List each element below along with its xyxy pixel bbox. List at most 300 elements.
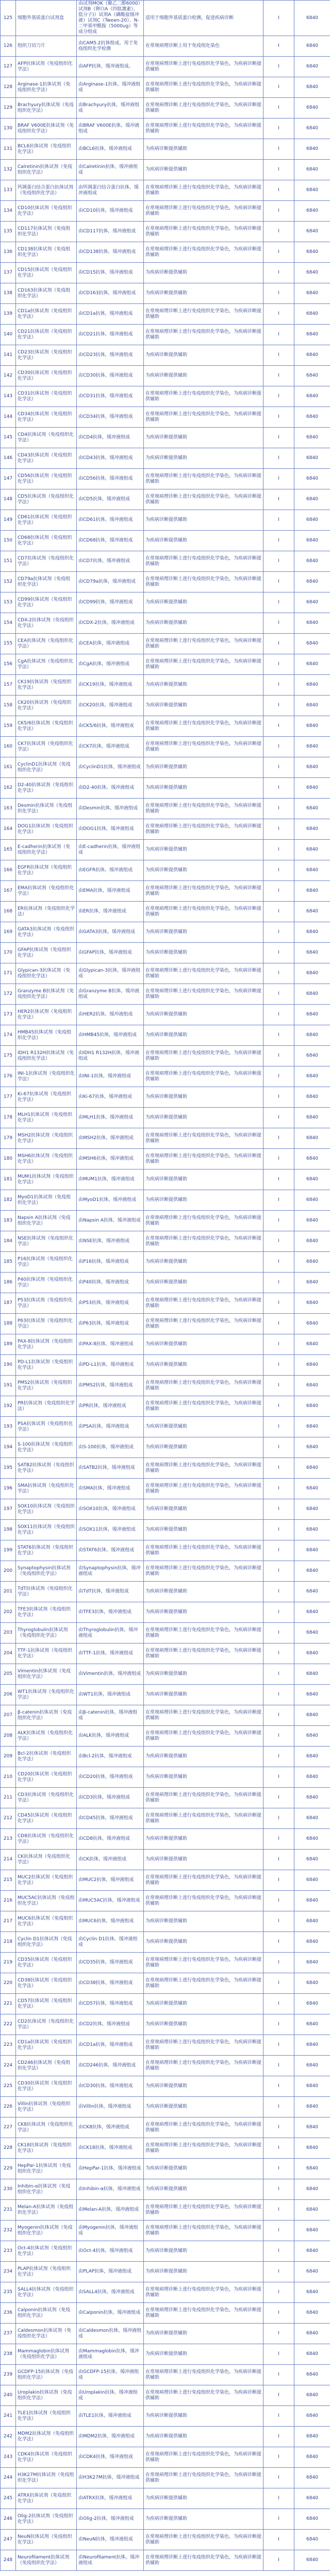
row-number-cell: 137 — [1, 263, 16, 283]
product-composition-cell: 由CK5/6抗体，缓冲液组成 — [77, 716, 144, 737]
intended-use-cell: 为疾病诊断提供辅助 — [144, 592, 263, 613]
classification-code-cell: 6840 — [294, 799, 330, 819]
product-composition-cell: 由INI-1抗体，缓冲液组成 — [77, 1066, 144, 1087]
classification-code-cell: 6840 — [294, 1767, 330, 1788]
product-name-cell: STAT6抗体试剂（免疫组织化学法） — [16, 1540, 77, 1561]
intended-use-cell: 在常规病理诊断上进行免疫组织化学染色，为疾病诊断提供辅助 — [144, 902, 263, 922]
management-category-cell: Ⅰ — [263, 2241, 294, 2262]
row-number-cell: 227 — [1, 2117, 16, 2138]
product-composition-cell: 由CK20抗体，缓冲液组成 — [77, 696, 144, 716]
management-category-cell: Ⅰ — [263, 2509, 294, 2530]
classification-code-cell: 6840 — [294, 118, 330, 139]
table-row — [1, 1170, 330, 1190]
table-row — [1, 716, 330, 737]
management-category-cell: Ⅰ — [263, 2014, 294, 2035]
product-composition-cell: 由CK18抗体，缓冲液组成 — [77, 2138, 144, 2159]
row-number-cell: 149 — [1, 510, 16, 531]
management-category-cell: Ⅰ — [263, 2324, 294, 2344]
management-category-cell: Ⅰ — [263, 2447, 294, 2468]
product-composition-cell: 由Synaptophysin抗体，缓冲液组成 — [77, 1561, 144, 1582]
row-number-cell: 203 — [1, 1623, 16, 1643]
management-category-cell: Ⅰ — [263, 840, 294, 860]
classification-code-cell: 6840 — [294, 1685, 330, 1705]
management-category-cell: Ⅰ — [263, 222, 294, 242]
product-composition-cell: 由CD35抗体，缓冲液组成 — [77, 1953, 144, 1973]
classification-code-cell: 6840 — [294, 1190, 330, 1211]
table-row — [1, 1953, 330, 1973]
product-composition-cell: 由Brachyury抗体，缓冲液组成 — [77, 98, 144, 118]
product-composition-cell: 由CD68抗体，缓冲液组成 — [77, 531, 144, 551]
intended-use-cell: 为疾病诊断提供辅助 — [144, 1170, 263, 1190]
table-row — [1, 1479, 330, 1499]
row-number-cell: 195 — [1, 1458, 16, 1479]
intended-use-cell: 为疾病诊断提供辅助 — [144, 2509, 263, 2530]
product-composition-cell: 由CD21抗体，缓冲液组成 — [77, 325, 144, 345]
product-composition-cell: 由CD99抗体，缓冲液组成 — [77, 592, 144, 613]
product-name-cell: CD30抗体试剂（免疫组织化学法） — [16, 2076, 77, 2097]
row-number-cell: 225 — [1, 2076, 16, 2097]
table-row — [1, 654, 330, 675]
table-row — [1, 572, 330, 592]
table-row — [1, 1664, 330, 1685]
product-name-cell: NSE抗体试剂（免疫组织化学法） — [16, 1231, 77, 1252]
management-category-cell: Ⅰ — [263, 2365, 294, 2385]
product-name-cell: CD23抗体试剂（免疫组织化学法） — [16, 345, 77, 366]
product-name-cell: Granzyme B抗体试剂（免疫组织化学法） — [16, 984, 77, 1005]
row-number-cell: 134 — [1, 201, 16, 222]
table-row — [1, 634, 330, 654]
row-number-cell: 206 — [1, 1685, 16, 1705]
intended-use-cell: 为疾病诊断提供辅助 — [144, 2159, 263, 2179]
table-row — [1, 2221, 330, 2241]
classification-code-cell: 6840 — [294, 902, 330, 922]
intended-use-cell: 为疾病诊断提供辅助 — [144, 263, 263, 283]
management-category-cell: Ⅰ — [263, 819, 294, 840]
product-composition-cell: 由P63抗体，缓冲液组成 — [77, 1314, 144, 1334]
classification-code-cell: 6840 — [294, 1953, 330, 1973]
table-row — [1, 675, 330, 696]
classification-code-cell: 6840 — [294, 531, 330, 551]
management-category-cell: Ⅰ — [263, 1561, 294, 1582]
product-composition-cell: 由CD7抗体，缓冲液组成 — [77, 551, 144, 572]
table-row — [1, 139, 330, 160]
classification-code-cell: 6840 — [294, 222, 330, 242]
classification-code-cell: 6840 — [294, 242, 330, 263]
classification-code-cell: 6840 — [294, 2550, 330, 2571]
product-composition-cell: 由MUC2抗体，缓冲液组成 — [77, 1870, 144, 1891]
row-number-cell: 142 — [1, 366, 16, 386]
intended-use-cell: 在常规病理诊断上进行免疫组织化学染色，为疾病诊断提供辅助 — [144, 1128, 263, 1149]
table-row — [1, 902, 330, 922]
product-composition-cell: 由DOG1抗体，缓冲液组成 — [77, 819, 144, 840]
management-category-cell: Ⅰ — [263, 943, 294, 963]
product-name-cell: CyclinD1抗体试剂（免疫组织化学法） — [16, 757, 77, 778]
intended-use-cell: 为疾病诊断提供辅助 — [144, 160, 263, 180]
product-name-cell: CK5/6抗体试剂（免疫组织化学法） — [16, 716, 77, 737]
table-row — [1, 2344, 330, 2365]
classification-code-cell: 6840 — [294, 469, 330, 489]
product-name-cell: CD138抗体试剂（免疫组织化学法） — [16, 242, 77, 263]
row-number-cell: 220 — [1, 1973, 16, 1994]
product-name-cell: PLAP抗体试剂（免疫组织化学法） — [16, 2262, 77, 2282]
product-name-cell: SOX11抗体试剂（免疫组织化学法） — [16, 1520, 77, 1540]
product-name-cell: HER2抗体试剂（免疫组织化学法） — [16, 1005, 77, 1025]
classification-code-cell: 6840 — [294, 2159, 330, 2179]
product-name-cell: Neurofilament抗体试剂（免疫组织化学法） — [16, 2550, 77, 2571]
classification-code-cell: 6840 — [294, 304, 330, 325]
management-category-cell: Ⅰ — [263, 345, 294, 366]
intended-use-cell: 在常规病理诊断上进行免疫组织化学染色，为疾病诊断提供辅助 — [144, 572, 263, 592]
management-category-cell: Ⅰ — [263, 160, 294, 180]
intended-use-cell: 为疾病诊断提供辅助 — [144, 2179, 263, 2200]
row-number-cell: 234 — [1, 2262, 16, 2282]
row-number-cell: 151 — [1, 551, 16, 572]
intended-use-cell: 在常规病理诊断上进行免疫组织化学染色，为疾病诊断提供辅助 — [144, 1479, 263, 1499]
management-category-cell: Ⅰ — [263, 1149, 294, 1170]
intended-use-cell: 在常规病理诊断上进行免疫组织化学染色，为疾病诊断提供辅助 — [144, 2056, 263, 2076]
product-name-cell: MSH2抗体试剂（免疫组织化学法） — [16, 1128, 77, 1149]
management-category-cell: Ⅰ — [263, 1376, 294, 1396]
management-category-cell: Ⅰ — [263, 2427, 294, 2447]
management-category-cell: Ⅰ — [263, 2138, 294, 2159]
management-category-cell: Ⅰ — [263, 860, 294, 881]
product-name-cell: CD20抗体试剂（免疫组织化学法） — [16, 1767, 77, 1788]
row-number-cell: 132 — [1, 160, 16, 180]
row-number-cell: 194 — [1, 1437, 16, 1458]
row-number-cell: 224 — [1, 2056, 16, 2076]
row-number-cell: 143 — [1, 386, 16, 407]
table-row — [1, 2179, 330, 2200]
intended-use-cell: 为疾病诊断提供辅助 — [144, 1252, 263, 1273]
product-composition-cell: 由PR抗体，缓冲液组成 — [77, 1396, 144, 1417]
table-row — [1, 263, 330, 283]
product-name-cell: NeuN抗体试剂（免疫组织化学法） — [16, 2530, 77, 2550]
row-number-cell: 218 — [1, 1932, 16, 1953]
management-category-cell: Ⅰ — [263, 902, 294, 922]
row-number-cell: 189 — [1, 1334, 16, 1355]
classification-code-cell: 6840 — [294, 1870, 330, 1891]
product-composition-cell: 由CD57抗体，缓冲液组成 — [77, 1994, 144, 2014]
classification-code-cell: 6840 — [294, 325, 330, 345]
management-category-cell: Ⅰ — [263, 1850, 294, 1870]
product-composition-cell: 由AFP抗体，缓冲液组成。 — [77, 57, 144, 77]
row-number-cell: 158 — [1, 696, 16, 716]
management-category-cell: Ⅰ — [263, 1355, 294, 1376]
table-row — [1, 881, 330, 902]
classification-code-cell: 6840 — [294, 1108, 330, 1128]
product-name-cell: H3K27M抗体试剂（免疫组织化学法） — [16, 2468, 77, 2488]
row-number-cell: 164 — [1, 819, 16, 840]
intended-use-cell: 在常规病理诊断上进行免疫组织化学染色，为疾病诊断提供辅助 — [144, 1066, 263, 1087]
row-number-cell: 215 — [1, 1870, 16, 1891]
classification-code-cell: 6840 — [294, 1891, 330, 1911]
intended-use-cell: 在常规病理诊断上进行免疫组织化学染色，为疾病诊断提供辅助 — [144, 98, 263, 118]
intended-use-cell: 在常规病理诊断上进行免疫组织化学染色，为疾病诊断提供辅助 — [144, 1231, 263, 1252]
classification-code-cell: 6840 — [294, 2427, 330, 2447]
product-composition-cell: 由CDX-2抗体，缓冲液组成 — [77, 613, 144, 634]
intended-use-cell: 在常规病理诊断上进行免疫组织化学染色，为疾病诊断提供辅助 — [144, 2117, 263, 2138]
table-row — [1, 469, 330, 489]
product-name-cell: CK7抗体试剂（免疫组织化学法） — [16, 737, 77, 757]
management-category-cell: Ⅰ — [263, 1005, 294, 1025]
product-composition-cell: 由Melan-A抗体，缓冲液组成 — [77, 2200, 144, 2221]
product-name-cell: SALL4抗体试剂（免疫组织化学法） — [16, 2282, 77, 2303]
classification-code-cell: 6840 — [294, 366, 330, 386]
intended-use-cell: 为疾病诊断提供辅助 — [144, 1108, 263, 1128]
classification-code-cell: 6840 — [294, 716, 330, 737]
management-category-cell: Ⅰ — [263, 57, 294, 77]
row-number-cell: 216 — [1, 1891, 16, 1911]
row-number-cell: 154 — [1, 613, 16, 634]
product-composition-cell: 由Vimentin抗体，缓冲液组成 — [77, 1664, 144, 1685]
intended-use-cell: 在常规病理诊断上进行免疫组织化学染色，为疾病诊断提供辅助 — [144, 2303, 263, 2324]
product-composition-cell: 由SATB2抗体，缓冲液组成 — [77, 1458, 144, 1479]
product-composition-cell: 由MUC6抗体，缓冲液组成 — [77, 1911, 144, 1932]
table-row — [1, 242, 330, 263]
product-composition-cell: 由TFE3抗体，缓冲液组成 — [77, 1602, 144, 1623]
product-composition-cell: 由CD8抗体，缓冲液组成 — [77, 1829, 144, 1850]
management-category-cell: Ⅰ — [263, 1128, 294, 1149]
product-composition-cell: 由Napsin A抗体，缓冲液组成 — [77, 1211, 144, 1231]
table-row — [1, 1726, 330, 1747]
product-name-cell: CK抗体试剂（免疫组织化学法） — [16, 1850, 77, 1870]
product-name-cell: AFP抗体试剂（免疫组织化学法） — [16, 57, 77, 77]
intended-use-cell: 在常规病理诊断上进行免疫组织化学染色，为疾病诊断提供辅助 — [144, 963, 263, 984]
table-row — [1, 1190, 330, 1211]
product-composition-cell: 由Thyroglobulin抗体，缓冲液组成 — [77, 1623, 144, 1643]
product-name-cell: Myogenin抗体试剂（免疫组织化学法） — [16, 2221, 77, 2241]
intended-use-cell: 在常规病理诊断上进行免疫组织化学染色，为疾病诊断提供辅助 — [144, 2365, 263, 2385]
classification-code-cell: 6840 — [294, 180, 330, 201]
classification-code-cell: 6840 — [294, 98, 330, 118]
product-name-cell: MUM1抗体试剂（免疫组织化学法） — [16, 1170, 77, 1190]
classification-code-cell: 6840 — [294, 1273, 330, 1293]
product-name-cell: S-100抗体试剂（免疫组织化学法） — [16, 1437, 77, 1458]
product-name-cell: CD4抗体试剂（免疫组织化学法） — [16, 428, 77, 448]
product-composition-cell: 由MLH1抗体，缓冲液组成 — [77, 1108, 144, 1128]
product-composition-cell: 由HER2抗体，缓冲液组成 — [77, 1005, 144, 1025]
product-composition-cell: 由CDK4抗体，缓冲液组成 — [77, 2447, 144, 2468]
product-composition-cell: 由Cyclin D1抗体，缓冲液组成 — [77, 1932, 144, 1953]
classification-code-cell: 6840 — [294, 1788, 330, 1808]
product-name-cell: CDK4抗体试剂（免疫组织化学法） — [16, 2447, 77, 2468]
intended-use-cell: 为疾病诊断提供辅助 — [144, 531, 263, 551]
row-number-cell: 136 — [1, 242, 16, 263]
intended-use-cell: 为疾病诊断提供辅助 — [144, 2014, 263, 2035]
product-name-cell: Synaptophysin抗体试剂（免疫组织化学法） — [16, 1561, 77, 1582]
classification-code-cell: 6840 — [294, 139, 330, 160]
table-row — [1, 1932, 330, 1953]
product-composition-cell: 由CD10抗体，缓冲液组成 — [77, 201, 144, 222]
management-category-cell: Ⅰ — [263, 799, 294, 819]
row-number-cell: 184 — [1, 1231, 16, 1252]
table-row — [1, 304, 330, 325]
classification-code-cell: 6840 — [294, 1994, 330, 2014]
table-row — [1, 2468, 330, 2488]
row-number-cell: 191 — [1, 1376, 16, 1396]
product-composition-cell: 由Bcl-2抗体，缓冲液组成 — [77, 1747, 144, 1767]
intended-use-cell: 为疾病诊断提供辅助 — [144, 1767, 263, 1788]
intended-use-cell: 在常规病理诊断上进行免疫组织化学染色，为疾病诊断提供辅助 — [144, 2550, 263, 2571]
row-number-cell: 236 — [1, 2303, 16, 2324]
row-number-cell: 201 — [1, 1582, 16, 1602]
product-composition-cell: 由D2-40抗体，缓冲液组成 — [77, 778, 144, 799]
product-composition-cell: 由PMS2抗体，缓冲液组成 — [77, 1376, 144, 1396]
intended-use-cell: 为疾病诊断提供辅助 — [144, 1911, 263, 1932]
row-number-cell: 130 — [1, 118, 16, 139]
table-row — [1, 1314, 330, 1334]
row-number-cell: 223 — [1, 2035, 16, 2056]
product-name-cell: EMA抗体试剂（免疫组织化学法） — [16, 881, 77, 902]
classification-code-cell: 6840 — [294, 2447, 330, 2468]
intended-use-cell: 在常规病理诊断上进行免疫组织化学染色，为疾病诊断提供辅助 — [144, 2385, 263, 2406]
table-row — [1, 77, 330, 98]
intended-use-cell: 在常规病理诊断上进行免疫组织化学染色，为疾病诊断提供辅助 — [144, 1211, 263, 1231]
table-row — [1, 1025, 330, 1046]
management-category-cell: Ⅰ — [263, 1437, 294, 1458]
classification-code-cell: 6840 — [294, 2117, 330, 2138]
product-composition-cell: 由CAM5.2抗体组成，用于免疫组织化学检测 — [77, 36, 144, 57]
management-category-cell: Ⅰ — [263, 386, 294, 407]
intended-use-cell: 为疾病诊断提供辅助 — [144, 675, 263, 696]
table-row — [1, 1520, 330, 1540]
product-composition-cell: 由TLE1抗体，缓冲液组成 — [77, 2406, 144, 2427]
table-row — [1, 180, 330, 201]
intended-use-cell: 在常规病理诊断上进行免疫组织化学染色，为疾病诊断提供辅助 — [144, 2447, 263, 2468]
product-name-cell: CD68抗体试剂（免疫组织化学法） — [16, 531, 77, 551]
table-row — [1, 2076, 330, 2097]
classification-code-cell: 6840 — [294, 263, 330, 283]
row-number-cell: 247 — [1, 2530, 16, 2550]
row-number-cell: 217 — [1, 1911, 16, 1932]
row-number-cell: 192 — [1, 1396, 16, 1417]
intended-use-cell: 为疾病诊断提供辅助 — [144, 1334, 263, 1355]
product-composition-cell: 由TdT抗体，缓冲液组成 — [77, 1582, 144, 1602]
intended-use-cell: 为疾病诊断提供辅助 — [144, 1685, 263, 1705]
classification-code-cell: 6840 — [294, 1252, 330, 1273]
classification-code-cell: 6840 — [294, 407, 330, 428]
product-composition-cell: 由WT1抗体，缓冲液组成 — [77, 1685, 144, 1705]
intended-use-cell: 为疾病诊断提供辅助 — [144, 757, 263, 778]
management-category-cell: Ⅰ — [263, 1932, 294, 1953]
classification-code-cell: 6840 — [294, 1808, 330, 1829]
management-category-cell: Ⅰ — [263, 2200, 294, 2221]
management-category-cell: Ⅰ — [263, 1520, 294, 1540]
product-composition-cell: 由CK19抗体，缓冲液组成 — [77, 675, 144, 696]
row-number-cell: 160 — [1, 737, 16, 757]
intended-use-cell: 为疾病诊断提供辅助 — [144, 1190, 263, 1211]
product-name-cell: 钙调蛋白结合蛋白抗体试剂（免疫组织化学法） — [16, 180, 77, 201]
product-name-cell: 组织刀切刀片 — [16, 36, 77, 57]
intended-use-cell: 在常规病理诊断上进行免疫组织化学染色，为疾病诊断提供辅助 — [144, 1314, 263, 1334]
classification-code-cell: 6840 — [294, 345, 330, 366]
product-composition-cell: 由CK7抗体，缓冲液组成 — [77, 737, 144, 757]
management-category-cell: Ⅰ — [263, 263, 294, 283]
product-composition-cell: 由E-cadherin抗体，缓冲液组成 — [77, 840, 144, 860]
product-composition-cell: 由ALK抗体，缓冲液组成 — [77, 1726, 144, 1747]
management-category-cell: Ⅰ — [263, 716, 294, 737]
table-row — [1, 840, 330, 860]
classification-code-cell: 6840 — [294, 2468, 330, 2488]
product-name-cell: CD35抗体试剂（免疫组织化学法） — [16, 1953, 77, 1973]
intended-use-cell: 在常规病理诊断上进行免疫组织化学染色，为疾病诊断提供辅助 — [144, 180, 263, 201]
row-number-cell: 156 — [1, 654, 16, 675]
product-name-cell: CD61抗体试剂（免疫组织化学法） — [16, 510, 77, 531]
product-composition-cell: 由Ki-67抗体，缓冲液组成 — [77, 1087, 144, 1108]
product-name-cell: MyoD1抗体试剂（免疫组织化学法） — [16, 1190, 77, 1211]
product-composition-cell: 由Myogenin抗体，缓冲液组成 — [77, 2221, 144, 2241]
intended-use-cell: 在常规病理诊断上进行免疫组织化学染色，为疾病诊断提供辅助 — [144, 1293, 263, 1314]
product-name-cell: BRAF V600E抗体试剂（免疫组织化学法） — [16, 118, 77, 139]
product-composition-cell: 由Inhibin-α抗体，缓冲液组成 — [77, 2179, 144, 2200]
intended-use-cell: 为疾病诊断提供辅助 — [144, 139, 263, 160]
management-category-cell: Ⅰ — [263, 1788, 294, 1808]
table-row — [1, 1499, 330, 1520]
management-category-cell: Ⅰ — [263, 448, 294, 469]
row-number-cell: 182 — [1, 1190, 16, 1211]
table-row — [1, 2200, 330, 2221]
table-row — [1, 1005, 330, 1025]
product-composition-cell: 由β-catenin抗体，缓冲液组成 — [77, 1705, 144, 1726]
management-category-cell: Ⅰ — [263, 2385, 294, 2406]
product-name-cell: Arginase-1抗体试剂（免疫组织化学法） — [16, 77, 77, 98]
product-name-cell: CD8抗体试剂（免疫组织化学法） — [16, 1829, 77, 1850]
product-name-cell: CK18抗体试剂（免疫组织化学法） — [16, 2138, 77, 2159]
product-composition-cell: 由CD79a抗体，缓冲液组成 — [77, 572, 144, 592]
product-name-cell: CD21抗体试剂（免疫组织化学法） — [16, 325, 77, 345]
product-composition-cell: 由Calponin抗体，缓冲液组成 — [77, 2303, 144, 2324]
row-number-cell: 228 — [1, 2138, 16, 2159]
intended-use-cell: 为疾病诊断提供辅助 — [144, 448, 263, 469]
row-number-cell: 140 — [1, 325, 16, 345]
management-category-cell: Ⅰ — [263, 1314, 294, 1334]
product-composition-cell: 由GATA3抗体，缓冲液组成 — [77, 922, 144, 943]
row-number-cell: 241 — [1, 2406, 16, 2427]
row-number-cell: 129 — [1, 98, 16, 118]
product-name-cell: Cyclin D1抗体试剂（免疫组织化学法） — [16, 1932, 77, 1953]
row-number-cell: 230 — [1, 2179, 16, 2200]
product-composition-cell: 由P40抗体，缓冲液组成 — [77, 1273, 144, 1293]
management-category-cell: Ⅰ — [263, 36, 294, 57]
table-row — [1, 1128, 330, 1149]
classification-code-cell: 6840 — [294, 1747, 330, 1767]
product-composition-cell: 由试剂MOK（聚乙二醇6000）试剂B（卵白A（四肽激素）、低分子)）试剂A（磷酸盐缓冲液）试剂C（Tween-20）、N-二甲基甲酰胺（5000ug）等成分组成 — [77, 1, 144, 36]
table-row — [1, 2530, 330, 2550]
table-row — [1, 1211, 330, 1231]
product-composition-cell: 由EGFR抗体，缓冲液组成 — [77, 860, 144, 881]
intended-use-cell: 在常规病理诊断上进行免疫组织化学染色，为疾病诊断提供辅助 — [144, 325, 263, 345]
table-row — [1, 325, 330, 345]
row-number-cell: 126 — [1, 36, 16, 57]
product-composition-cell: 由Villin抗体，缓冲液组成 — [77, 2097, 144, 2117]
intended-use-cell: 在常规病理诊断上进行免疫组织化学染色，为疾病诊断提供辅助 — [144, 881, 263, 902]
product-composition-cell: 由CD5抗体，缓冲液组成 — [77, 489, 144, 510]
management-category-cell: Ⅰ — [263, 1602, 294, 1623]
table-row — [1, 1046, 330, 1066]
management-category-cell: Ⅰ — [263, 489, 294, 510]
table-row — [1, 2138, 330, 2159]
classification-code-cell: 6840 — [294, 572, 330, 592]
table-row — [1, 737, 330, 757]
management-category-cell: Ⅰ — [263, 1087, 294, 1108]
row-number-cell: 166 — [1, 860, 16, 881]
product-composition-cell: 由NSE抗体，缓冲液组成 — [77, 1231, 144, 1252]
row-number-cell: 207 — [1, 1705, 16, 1726]
product-name-cell: Bcl-2抗体试剂（免疫组织化学法） — [16, 1747, 77, 1767]
management-category-cell: Ⅰ — [263, 1458, 294, 1479]
row-number-cell: 172 — [1, 984, 16, 1005]
management-category-cell: Ⅰ — [263, 1767, 294, 1788]
